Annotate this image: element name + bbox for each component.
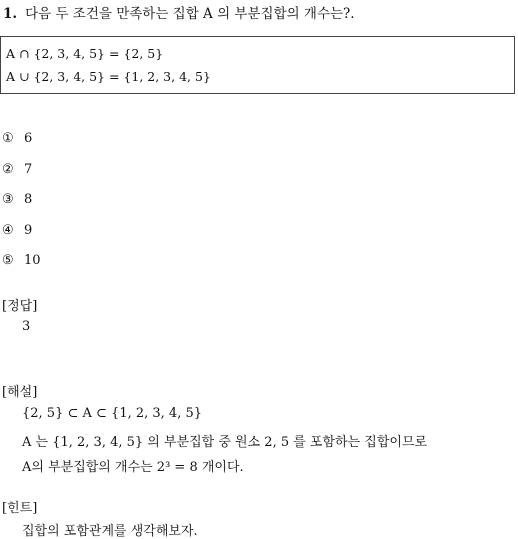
- question-number: 1.: [3, 6, 18, 22]
- option-5-mark: ⑤: [2, 253, 14, 268]
- hint-label: [힌트]: [2, 501, 38, 516]
- option-2-mark: ②: [2, 162, 14, 177]
- option-1[interactable]: [2, 131, 32, 146]
- hint-text: 집합의 포함관계를 생각해보자.: [22, 524, 198, 539]
- option-3-mark: ③: [2, 192, 14, 207]
- option-2-value: 7: [24, 162, 33, 177]
- explanation-line-3: A의 부분집합의 개수는 2³ = 8 개이다.: [22, 460, 244, 475]
- explanation-label: [해설]: [2, 385, 38, 400]
- option-1-value: 6: [24, 131, 33, 146]
- condition-2: A ∪ {2, 3, 4, 5} = {1, 2, 3, 4, 5}: [6, 69, 211, 84]
- option-3-value: 8: [24, 192, 33, 207]
- option-4-value: 9: [24, 223, 33, 238]
- explanation-line-1: {2, 5} ⊂ A ⊂ {1, 2, 3, 4, 5}: [22, 406, 203, 421]
- option-4[interactable]: [2, 223, 32, 238]
- conditions-box: [0, 36, 515, 94]
- answer-label: [정답]: [2, 299, 38, 314]
- option-5-value: 10: [24, 253, 41, 268]
- option-2[interactable]: [2, 162, 32, 177]
- condition-1: A ∩ {2, 3, 4, 5} = {2, 5}: [6, 46, 164, 61]
- option-5[interactable]: [2, 253, 41, 268]
- option-3[interactable]: [2, 192, 32, 207]
- question: [3, 2, 355, 22]
- question-text: 다음 두 조건을 만족하는 집합 A 의 부분집합의 개수는?.: [25, 6, 355, 22]
- explanation-line-2: A 는 {1, 2, 3, 4, 5} 의 부분집합 중 원소 2, 5 를 포함하는 집합이므로: [22, 435, 428, 450]
- answer-value: 3: [22, 319, 31, 334]
- option-1-mark: ①: [2, 131, 14, 146]
- option-4-mark: ④: [2, 223, 14, 238]
